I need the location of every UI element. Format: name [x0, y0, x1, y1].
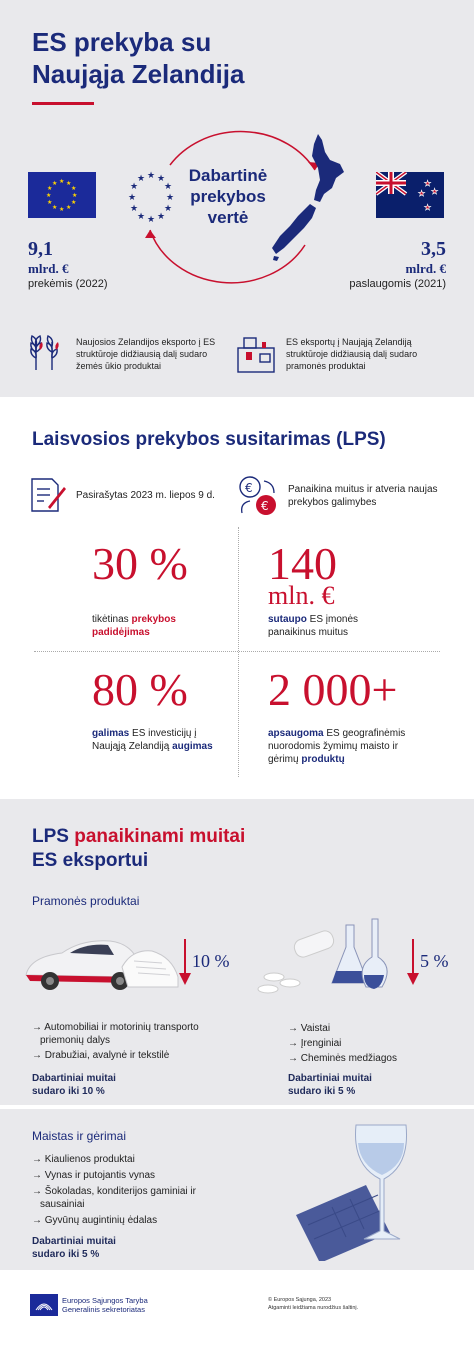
- center-line-3: vertė: [207, 208, 249, 227]
- industrial-right-pct: 5 %: [420, 951, 449, 971]
- svg-text:★: ★: [59, 178, 65, 185]
- list-item: → Cheminės medžiagos: [288, 1053, 397, 1064]
- svg-text:★: ★: [71, 185, 77, 192]
- down-arrow-icon-2: [406, 939, 420, 985]
- document-sign-icon: [28, 475, 68, 515]
- down-arrow-icon: [178, 939, 192, 985]
- stat-trade-growth-value: 30 %: [92, 538, 188, 589]
- tariff-removal-text: Panaikina muitus ir atveria naujas prekybos galimybes: [288, 484, 438, 508]
- svg-text:★: ★: [59, 206, 65, 213]
- council-logo-icon: [30, 1294, 58, 1316]
- stat3-rest: ES investicijų į Naująją Zelandiją: [92, 728, 197, 752]
- title-underline: [32, 102, 94, 105]
- stat4-strong2: produktų: [301, 754, 345, 765]
- stat-investment-text: [92, 727, 222, 753]
- svg-text:★: ★: [157, 212, 166, 222]
- page-title: [32, 26, 244, 90]
- current-trade-value-label: [168, 165, 288, 228]
- footer-reuse: Atgaminti leidžiama nurodžius šaltinį.: [268, 1305, 359, 1311]
- svg-text:★: ★: [130, 204, 139, 214]
- trade-value-section: [0, 0, 474, 397]
- industrial-right-current: Dabartiniai muitai sudaro iki 5 %: [288, 1073, 372, 1097]
- stat4-rest: ES geografinėmis nuorodomis žymimų maisto ir gėrimų: [268, 728, 406, 765]
- svg-text:★: ★: [164, 182, 173, 192]
- signed-date-text: Pasirašytas 2023 m. liepos 9 d.: [76, 490, 215, 501]
- wheat-icon: [26, 332, 70, 372]
- tariffs-title-lps: LPS: [32, 826, 75, 847]
- svg-text:★: ★: [147, 215, 156, 225]
- industrial-right-list: [288, 1021, 438, 1066]
- food-item-2: Šokoladas, konditerijos gaminiai ir sausainiai: [40, 1186, 196, 1210]
- stat-savings-value: 140: [268, 538, 337, 589]
- nz-flag-icon: [376, 172, 444, 218]
- fta-section: [0, 397, 474, 799]
- left-item-0: Automobiliai ir motorinių transporto priemonių dalys: [40, 1022, 199, 1046]
- food-section: [0, 1107, 474, 1270]
- services-value: 3,5: [421, 238, 446, 260]
- list-item: → Drabužiai, avalynė ir tekstilė: [32, 1050, 170, 1061]
- footer-copyright: © Europos Sąjunga, 2023: [268, 1297, 332, 1303]
- grid-divider-vertical: [238, 527, 239, 777]
- footer: [0, 1270, 474, 1347]
- center-line-1: Dabartinė: [188, 166, 268, 185]
- nz-export-text: Naujosios Zelandijos eksporto į ES struktūroje didžiausią dalį sudaro žemės ūkio produktai: [76, 337, 216, 371]
- industrial-left-pct: 10 %: [192, 951, 230, 971]
- center-line-2: prekybos: [190, 187, 266, 206]
- car-and-shoe-illustration: [22, 927, 182, 997]
- fta-title: Laisvosios prekybos susitarimas (LPS): [32, 429, 386, 450]
- eu-export-text: ES eksportų į Naująją Zelandiją struktūroje didžiausią dalį sudaro pramonės produktai: [286, 337, 418, 371]
- stat-gi-value: 2 000+: [268, 664, 398, 715]
- svg-text:★: ★: [66, 204, 72, 211]
- svg-text:★: ★: [137, 174, 146, 184]
- euro-exchange-icon: [236, 473, 280, 519]
- industrial-left-current: Dabartiniai muitai sudaro iki 10 %: [32, 1073, 116, 1097]
- svg-text:★: ★: [52, 180, 58, 187]
- footer-org-line2: Generalinis sekretoriatas: [62, 1305, 145, 1314]
- svg-text:★: ★: [147, 171, 156, 181]
- food-item-3: Gyvūnų augintinių ėdalas: [44, 1215, 158, 1226]
- pharma-lab-illustration: [254, 917, 414, 999]
- svg-text:★: ★: [424, 179, 432, 188]
- list-item: → Šokoladas, konditerijos gaminiai ir sausainiai: [32, 1186, 196, 1210]
- list-item: → Įrenginiai: [288, 1038, 342, 1049]
- stat-gi-text: [268, 727, 408, 766]
- footer-org: [62, 1296, 148, 1314]
- factory-icon: [236, 334, 278, 374]
- stat2-rest: ES įmonės panaikinus muitus: [268, 614, 359, 638]
- grid-divider-horizontal: [34, 651, 440, 652]
- right-item-2: Cheminės medžiagos: [300, 1053, 397, 1064]
- industrial-left-list: [32, 1021, 202, 1062]
- industrial-label: Pramonės produktai: [32, 894, 140, 908]
- svg-text:★: ★: [431, 187, 439, 196]
- stat4-strong: apsaugoma: [268, 728, 324, 739]
- goods-unit: mlrd. €: [28, 261, 69, 276]
- svg-text:★: ★: [66, 180, 72, 187]
- stat1-strong: prekybos padidėjimas: [92, 614, 176, 638]
- food-label: Maistas ir gėrimai: [32, 1129, 127, 1143]
- svg-text:★: ★: [164, 204, 173, 214]
- list-item: → Gyvūnų augintinių ėdalas: [32, 1215, 158, 1226]
- footer-rights: [268, 1296, 358, 1312]
- svg-text:★: ★: [52, 204, 58, 211]
- svg-text:★: ★: [72, 192, 78, 199]
- stat-trade-growth-text: [92, 613, 222, 639]
- svg-text:★: ★: [47, 185, 53, 192]
- svg-text:★: ★: [418, 189, 426, 198]
- eu-flag-icon: [28, 172, 96, 218]
- list-item: → Vynas ir putojantis vynas: [32, 1170, 156, 1181]
- left-item-1: Drabužiai, avalynė ir tekstilė: [44, 1050, 170, 1061]
- goods-value: 9,1: [28, 238, 53, 260]
- food-item-1: Vynas ir putojantis vynas: [44, 1170, 156, 1181]
- food-list: [32, 1153, 202, 1227]
- stat1-pre: tikėtinas: [92, 614, 132, 625]
- tariffs-title: [32, 825, 245, 873]
- title-line-2: Naująja Zelandija: [32, 59, 245, 89]
- list-item: → Kiaulienos produktai: [32, 1154, 135, 1165]
- tariffs-title-red: panaikinami muitai: [74, 826, 246, 847]
- stat2-strong: sutaupo: [268, 614, 307, 625]
- svg-text:★: ★: [47, 199, 53, 206]
- svg-text:★: ★: [46, 192, 52, 199]
- stat-investment-value: 80 %: [92, 664, 188, 715]
- svg-text:★: ★: [130, 182, 139, 192]
- svg-text:★: ★: [157, 174, 166, 184]
- goods-label: prekėmis (2022): [28, 278, 108, 290]
- footer-org-line1: Europos Sąjungos Taryba: [62, 1296, 148, 1305]
- stat-savings-text: [268, 613, 398, 639]
- svg-text:★: ★: [424, 203, 432, 212]
- list-item: → Vaistai: [288, 1023, 331, 1034]
- svg-text:★: ★: [128, 193, 137, 203]
- tariffs-title-line2: ES eksportui: [32, 850, 149, 871]
- svg-text:★: ★: [71, 199, 77, 206]
- svg-text:★: ★: [166, 193, 175, 203]
- svg-text:€: €: [245, 481, 253, 495]
- services-unit: mlrd. €: [405, 261, 446, 276]
- list-item: → Automobiliai ir motorinių transporto priemonių dalys: [32, 1022, 199, 1046]
- title-line-1: ES prekyba su: [32, 27, 212, 57]
- wine-glass-and-chocolate-illustration: [292, 1121, 422, 1261]
- svg-text:€: €: [261, 499, 269, 513]
- services-label: paslaugomis (2021): [349, 278, 446, 290]
- stat3-strong2: augimas: [172, 741, 213, 752]
- stat-savings-unit: mln. €: [268, 581, 335, 610]
- svg-text:★: ★: [137, 212, 146, 222]
- food-item-0: Kiaulienos produktai: [44, 1154, 135, 1165]
- stat3-strong: galimas: [92, 728, 130, 739]
- right-item-1: Įrenginiai: [300, 1038, 342, 1049]
- right-item-0: Vaistai: [300, 1023, 331, 1034]
- tariffs-section: [0, 799, 474, 1105]
- food-current: Dabartiniai muitai sudaro iki 5 %: [32, 1236, 116, 1260]
